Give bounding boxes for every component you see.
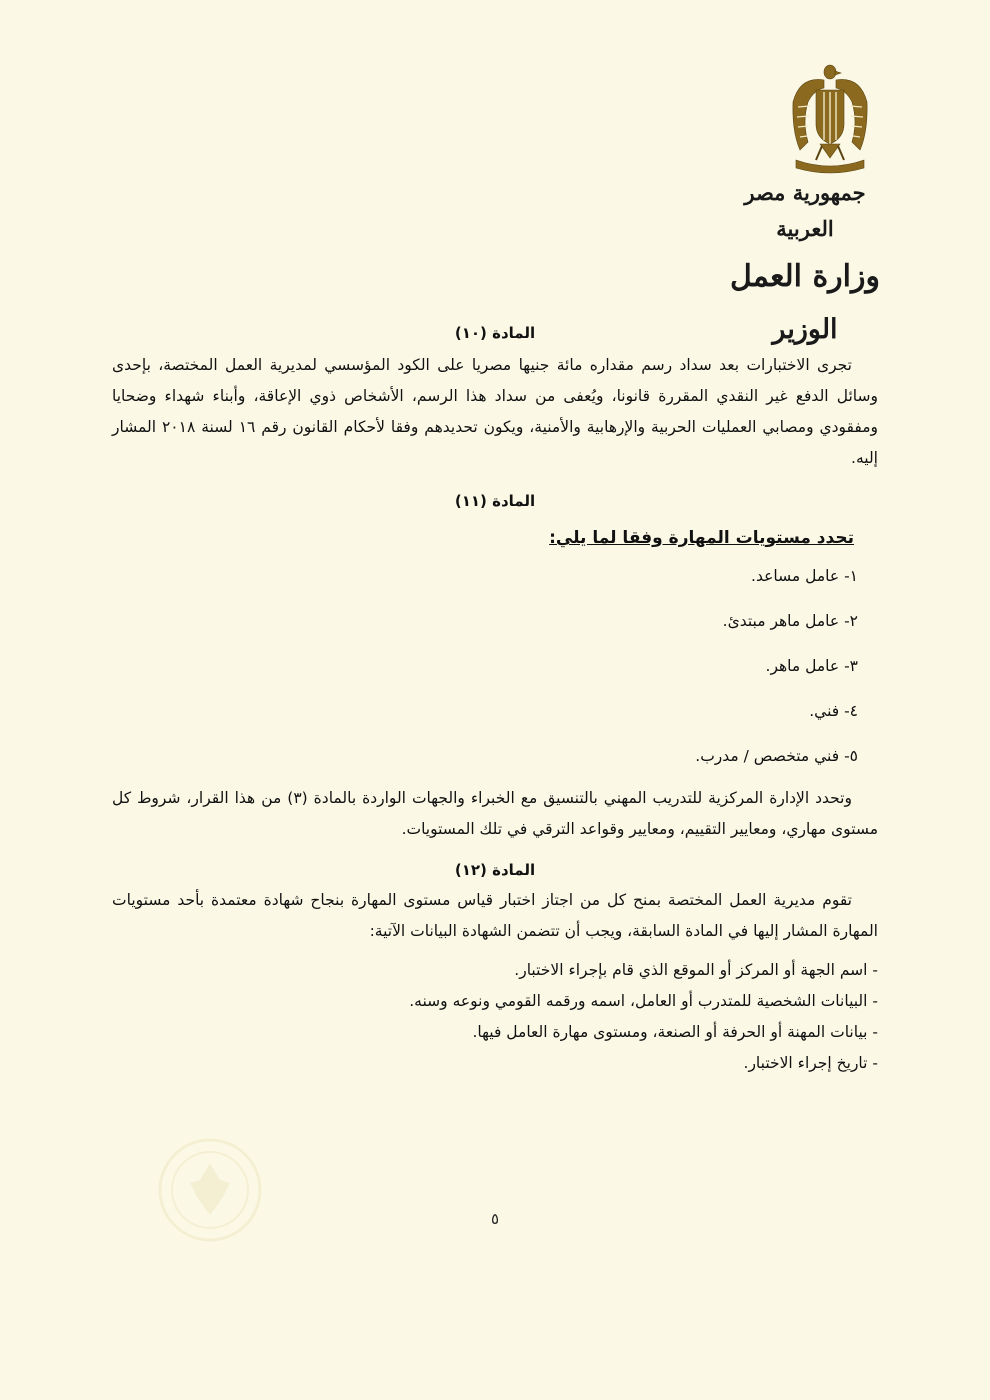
document-body — [112, 318, 878, 1079]
skill-levels-list — [112, 564, 878, 768]
list-item: - بيانات المهنة أو الحرفة أو الصنعة، ومستوى مهارة العامل فيها. — [112, 1017, 878, 1048]
eagle-emblem-icon — [790, 62, 870, 174]
article-10-body: تجرى الاختبارات بعد سداد رسم مقداره مائة جنيها مصريا على الكود المؤسسي لمديرية العمل المختصة، بإحدى وسائل الدفع غير النقدي المقررة قانونا، ويُعفى من سداد هذا الرسم، الأشخاص ذوي الإعاقة، وأبناء شهداء وضحايا ومفقودي ومصابي العمليات الحربية والإرهابية والأمنية، ويكون تحديدهم وفقا لأحكام القانون رقم ١٦ لسنة ٢٠١٨ المشار إليه. — [112, 356, 879, 467]
certificate-data-list — [112, 955, 878, 1079]
list-item: ١- عامل مساعد. — [751, 567, 858, 585]
article-11-title: المادة (١١) — [454, 492, 536, 510]
article-12-title: المادة (١٢) — [454, 861, 536, 879]
ministry-name: وزارة العمل — [730, 259, 880, 294]
list-item: ٥- فني متخصص / مدرب. — [695, 747, 858, 765]
list-item: - اسم الجهة أو المركز أو الموقع الذي قام بإجراء الاختبار. — [112, 955, 878, 986]
list-item: ٣- عامل ماهر. — [765, 657, 858, 675]
article-11-body: وتحدد الإدارة المركزية للتدريب المهني بالتنسيق مع الخبراء والجهات الواردة بالمادة (٣) من هذا القرار، شروط كل مستوى مهاري، ومعايير التقييم، ومعايير وقواعد الترقي في تلك المستويات. — [112, 789, 878, 838]
skill-levels-heading: تحدد مستويات المهارة وفقا لما يلي: — [549, 528, 854, 548]
republic-name: جمهورية مصر العربية — [744, 180, 866, 241]
list-item: ٤- فني. — [809, 702, 858, 720]
page-number: ٥ — [490, 1210, 500, 1228]
article-12-body: تقوم مديرية العمل المختصة بمنح كل من اجتاز اختبار قياس مستوى المهارة بنجاح شهادة معتمدة بأحد مستويات المهارة المشار إليها في المادة السابقة، ويجب أن تتضمن الشهادة البيانات الآتية: — [112, 891, 878, 940]
article-10-title: المادة (١٠) — [454, 324, 536, 342]
list-item: ٢- عامل ماهر مبتدئ. — [722, 612, 858, 630]
list-item: - البيانات الشخصية للمتدرب أو العامل، اسمه ورقمه القومي ونوعه وسنه. — [112, 986, 878, 1017]
seal-watermark-icon — [155, 1135, 265, 1245]
minister-title: الوزير — [772, 314, 838, 345]
list-item: - تاريخ إجراء الاختبار. — [112, 1048, 878, 1079]
